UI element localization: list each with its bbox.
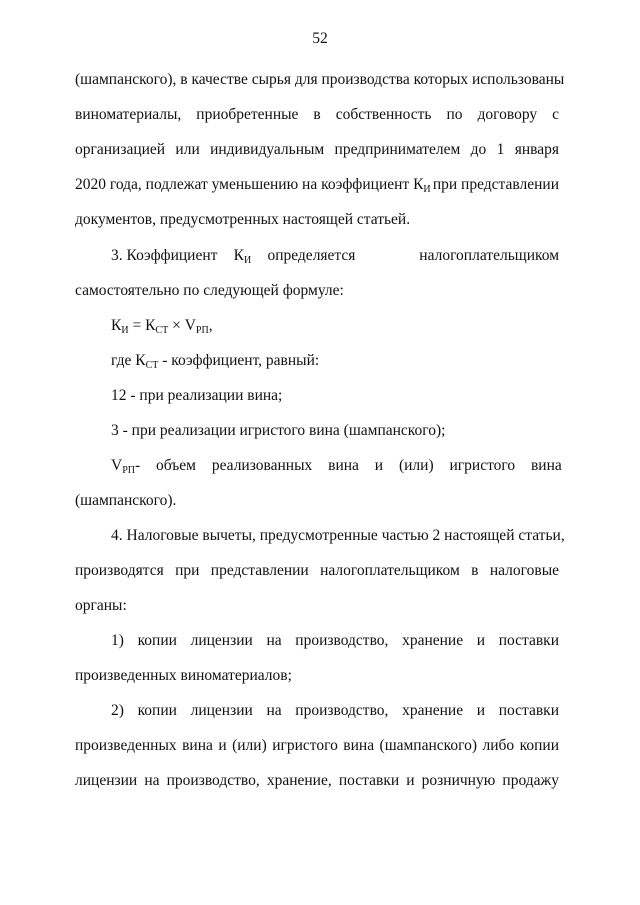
text-line: произведенных вина и (или) игристого вина (шампанского) либо копии	[75, 737, 559, 754]
text-line: произведенных виноматериалов;	[75, 667, 292, 684]
k-st-symbol: $К_{СТ}$	[135, 352, 159, 371]
v-rp-symbol: $V_{РП}$	[184, 317, 209, 336]
v-rp-symbol: $V_{РП}$	[111, 457, 135, 476]
text-line: 2) копии лицензии на производство, хранение и поставки	[111, 702, 559, 719]
text-line	[111, 246, 559, 266]
text-line: лицензии на производство, хранение, поставки и розничную продажу	[75, 772, 559, 789]
text-line: где $К_{СТ}$ - коэффициент, равный:	[111, 352, 320, 371]
text-line: самостоятельно по следующей формуле:	[75, 282, 344, 299]
text-line: 4. Налоговые вычеты, предусмотренные частью 2 настоящей статьи,	[111, 527, 565, 544]
text-line: 1) копии лицензии на производство, хранение и поставки	[111, 632, 559, 649]
text-line: документов, предусмотренных настоящей статьей.	[75, 211, 411, 228]
text-line: (шампанского), в качестве сырья для производства которых использованы	[75, 71, 565, 88]
text-line: (шампанского).	[75, 492, 177, 509]
text-line	[111, 456, 562, 476]
text-line: организацией или индивидуальным предпринимателем до 1 января	[75, 141, 559, 158]
text-line: производятся при представлении налогоплательщиком в налоговые	[75, 562, 559, 579]
text-line: органы:	[75, 597, 127, 614]
k-symbol: $К_И$	[413, 176, 431, 195]
text-fragment: 2020 года, подлежат уменьшению на коэффициент $К_И$	[75, 176, 431, 195]
text-line: 3 - при реализации игристого вина (шампанского);	[111, 422, 446, 439]
k-symbol: $К_И$	[233, 247, 252, 266]
text-fragment: определяется налогоплательщиком	[267, 247, 559, 264]
text-line: 12 - при реализации вина;	[111, 387, 283, 404]
text-line	[75, 175, 559, 195]
k-st-symbol: $К_{СТ}$	[145, 317, 169, 336]
text-fragment: 3. Коэффициент	[111, 247, 218, 264]
page-number: 52	[312, 30, 328, 47]
formula: $К_И = К_{СТ} \times V_{РП}$,	[111, 317, 213, 336]
text-fragment: - объем реализованных вина и (или) игристого вина	[135, 457, 562, 474]
text-line: виноматериалы, приобретенные в собственность по договору с	[75, 106, 559, 123]
k-symbol: $К_И$	[111, 317, 129, 336]
text-fragment: при представлении	[432, 176, 559, 193]
